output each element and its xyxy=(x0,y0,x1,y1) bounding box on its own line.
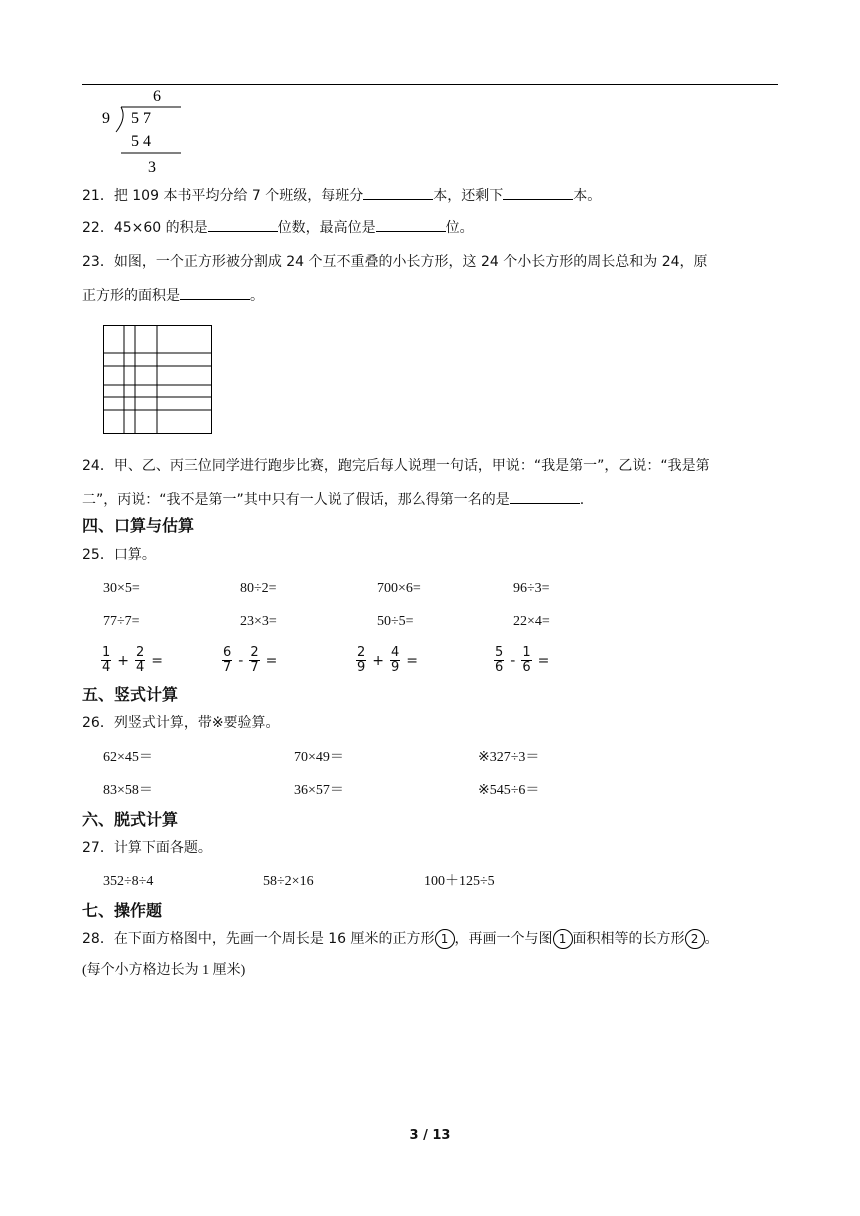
answer-blank[interactable] xyxy=(363,184,433,200)
division-quotient: 6 xyxy=(153,88,161,105)
question-number: 24． xyxy=(82,458,114,474)
arithmetic-item: 77÷7= xyxy=(103,614,140,629)
fraction-item xyxy=(494,646,549,675)
circled-number: 2 xyxy=(685,929,705,949)
denominator: 4 xyxy=(136,660,145,675)
numerator: 6 xyxy=(223,645,232,660)
arithmetic-item: 30×5= xyxy=(103,581,140,596)
fraction-item xyxy=(356,646,418,675)
denominator: 4 xyxy=(102,660,111,675)
question-24-line2 xyxy=(82,488,584,510)
question-27 xyxy=(82,838,212,858)
question-25 xyxy=(82,545,156,565)
operator: + xyxy=(372,652,385,669)
question-text: 甲、乙、丙三位同学进行跑步比赛，跑完后每人说理一句话，甲说：“我是第一”，乙说：“我是第 xyxy=(113,458,710,474)
question-text: 把 109 本书平均分给 7 个班级，每班分 xyxy=(113,188,364,204)
question-number: 26． xyxy=(82,715,114,731)
question-text: 。 xyxy=(250,288,264,304)
question-text: 正方形的面积是 xyxy=(82,288,180,304)
answer-blank[interactable] xyxy=(180,284,250,300)
division-bracket xyxy=(116,107,123,132)
numerator: 2 xyxy=(250,645,259,660)
arithmetic-item: 50÷5= xyxy=(377,614,414,629)
long-division-figure xyxy=(95,86,195,178)
equals: = xyxy=(537,652,550,669)
arithmetic-item: 96÷3= xyxy=(513,581,550,596)
question-text: 。 xyxy=(704,931,719,947)
vertical-calc-item: ※327÷3＝ xyxy=(478,750,540,765)
section-heading: 七、操作题 xyxy=(82,901,163,920)
question-text: 位。 xyxy=(445,220,474,236)
expression-item: 58÷2×16 xyxy=(263,874,314,889)
fraction xyxy=(494,646,504,675)
section-heading: 五、竖式计算 xyxy=(82,685,179,704)
denominator: 7 xyxy=(250,660,259,675)
question-28-line1 xyxy=(82,929,719,949)
fraction xyxy=(390,646,400,675)
numerator: 2 xyxy=(357,645,366,660)
question-number: 21． xyxy=(82,188,114,204)
fraction-item xyxy=(101,646,163,675)
question-text: 如图，一个正方形被分割成 24 个互不重叠的小长方形，这 24 个小长方形的周长总和为 24，原 xyxy=(113,254,708,270)
expression-item: 352÷8÷4 xyxy=(103,874,154,889)
question-text: 二”，丙说：“我不是第一”其中只有一人说了假话，那么得第一名的是 xyxy=(82,492,510,508)
vertical-calc-item: ※545÷6＝ xyxy=(478,783,540,798)
denominator: 7 xyxy=(223,660,232,675)
question-23-line1 xyxy=(82,252,708,272)
question-text: 面积相等的长方形 xyxy=(572,931,685,947)
denominator: 9 xyxy=(391,660,400,675)
question-number: 28． xyxy=(82,931,114,947)
question-text: 计算下面各题。 xyxy=(113,840,212,856)
denominator: 6 xyxy=(522,660,531,675)
operator: - xyxy=(238,652,244,669)
equals: = xyxy=(151,652,164,669)
question-22 xyxy=(82,216,474,238)
question-21 xyxy=(82,184,601,206)
section-heading: 六、脱式计算 xyxy=(82,810,179,829)
question-text: 本，还剩下 xyxy=(433,188,504,204)
fraction xyxy=(356,646,366,675)
numerator: 5 xyxy=(495,645,504,660)
question-text: 在下面方格图中，先画一个周长是 16 厘米的正方形 xyxy=(113,931,435,947)
question-text: 列竖式计算，带※要验算。 xyxy=(113,715,280,731)
question-text: 45×60 的积是 xyxy=(113,220,208,236)
question-text: 位数，最高位是 xyxy=(277,220,376,236)
fraction xyxy=(249,646,259,675)
numerator: 1 xyxy=(102,645,111,660)
arithmetic-item: 23×3= xyxy=(240,614,277,629)
question-23-line2 xyxy=(82,284,264,306)
answer-blank[interactable] xyxy=(510,488,580,504)
arithmetic-item: 80÷2= xyxy=(240,581,277,596)
equals: = xyxy=(406,652,419,669)
denominator: 9 xyxy=(357,660,366,675)
question-28-line2: (每个小方格边长为 1 厘米) xyxy=(82,963,246,978)
answer-blank[interactable] xyxy=(376,216,446,232)
arithmetic-item: 22×4= xyxy=(513,614,550,629)
question-26 xyxy=(82,713,280,733)
numerator: 2 xyxy=(136,645,145,660)
numerator: 4 xyxy=(391,645,400,660)
denominator: 6 xyxy=(495,660,504,675)
question-text: 口算。 xyxy=(113,547,156,563)
fraction xyxy=(222,646,232,675)
question-number: 25． xyxy=(82,547,114,563)
question-number: 22． xyxy=(82,220,114,236)
equals: = xyxy=(265,652,278,669)
question-24-line1 xyxy=(82,456,710,476)
circled-number: 1 xyxy=(435,929,455,949)
answer-blank[interactable] xyxy=(208,216,278,232)
answer-blank[interactable] xyxy=(503,184,573,200)
fraction xyxy=(521,646,531,675)
division-divisor: 9 xyxy=(102,110,110,127)
fraction xyxy=(135,646,145,675)
division-remainder: 3 xyxy=(148,159,156,176)
divided-square-figure xyxy=(103,325,213,435)
question-number: 27． xyxy=(82,840,114,856)
question-number: 23． xyxy=(82,254,114,270)
question-text: ，再画一个与图 xyxy=(454,931,553,947)
vertical-calc-item: 62×45＝ xyxy=(103,750,153,765)
vertical-calc-item: 36×57＝ xyxy=(294,783,344,798)
expression-item: 100＋125÷5 xyxy=(424,874,495,889)
top-rule xyxy=(82,84,778,85)
vertical-calc-item: 83×58＝ xyxy=(103,783,153,798)
operator: - xyxy=(510,652,516,669)
circled-number: 1 xyxy=(553,929,573,949)
numerator: 1 xyxy=(522,645,531,660)
vertical-calc-item: 70×49＝ xyxy=(294,750,344,765)
fraction xyxy=(101,646,111,675)
section-heading: 四、口算与估算 xyxy=(82,516,195,535)
fraction-item xyxy=(222,646,277,675)
division-dividend: 5 7 xyxy=(131,110,151,127)
page-number: 3 / 13 xyxy=(409,1128,451,1143)
arithmetic-item: 700×6= xyxy=(377,581,421,596)
division-product: 5 4 xyxy=(131,133,151,150)
question-text: 本。 xyxy=(573,188,602,204)
question-text: . xyxy=(579,492,585,508)
operator: + xyxy=(117,652,130,669)
